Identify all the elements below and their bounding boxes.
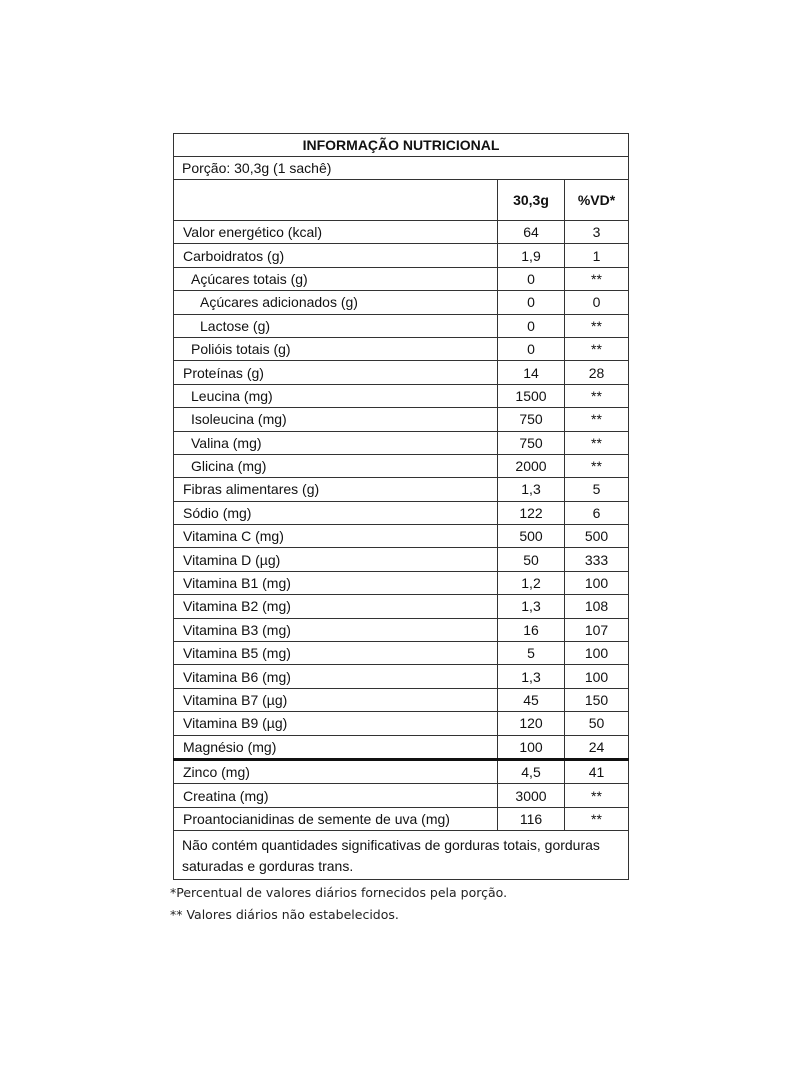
nutrient-amount: 100 [498, 735, 565, 759]
nutrient-amount: 750 [498, 431, 565, 454]
nutrient-amount: 1,2 [498, 571, 565, 594]
nutrient-label: Açúcares totais (g) [174, 267, 498, 290]
nutrient-label: Sódio (mg) [174, 501, 498, 524]
nutrient-daily-value: 100 [565, 665, 629, 688]
nutrient-label: Zinco (mg) [174, 759, 498, 783]
table-row [174, 595, 629, 618]
header-blank-cell [174, 180, 498, 221]
nutrient-label: Fibras alimentares (g) [174, 478, 498, 501]
nutrient-daily-value: 3 [565, 221, 629, 244]
nutrient-daily-value: 100 [565, 642, 629, 665]
nutrient-daily-value: 107 [565, 618, 629, 641]
nutrient-daily-value: 24 [565, 735, 629, 759]
nutrient-label: Creatina (mg) [174, 784, 498, 807]
nutrient-label: Açúcares adicionados (g) [174, 291, 498, 314]
nutrient-label: Vitamina B7 (µg) [174, 688, 498, 711]
table-row [174, 267, 629, 290]
table-row [174, 712, 629, 735]
nutrient-label: Vitamina B3 (mg) [174, 618, 498, 641]
table-row [174, 314, 629, 337]
table-row [174, 784, 629, 807]
nutrient-daily-value: 333 [565, 548, 629, 571]
nutrient-daily-value: 0 [565, 291, 629, 314]
nutrient-amount: 1,9 [498, 244, 565, 267]
nutrient-daily-value: 150 [565, 688, 629, 711]
nutrient-amount: 16 [498, 618, 565, 641]
nutrient-amount: 1,3 [498, 595, 565, 618]
table-row [174, 501, 629, 524]
table-row [174, 642, 629, 665]
nutrient-daily-value: 500 [565, 525, 629, 548]
nutrient-daily-value: ** [565, 384, 629, 407]
nutrient-daily-value: ** [565, 314, 629, 337]
nutrient-amount: 500 [498, 525, 565, 548]
daily-value-column-header: %VD* [565, 180, 629, 221]
nutrient-amount: 750 [498, 408, 565, 431]
nutrient-label: Vitamina B1 (mg) [174, 571, 498, 594]
table-row [174, 384, 629, 407]
table-row [174, 571, 629, 594]
table-row [174, 221, 629, 244]
nutrient-daily-value: 5 [565, 478, 629, 501]
nutrient-amount: 14 [498, 361, 565, 384]
nutrient-amount: 3000 [498, 784, 565, 807]
table-row [174, 361, 629, 384]
not-established-footnote: ** Valores diários não estabelecidos. [170, 907, 399, 922]
nutrient-daily-value: ** [565, 454, 629, 477]
nutrient-amount: 122 [498, 501, 565, 524]
nutrient-label: Vitamina B5 (mg) [174, 642, 498, 665]
nutrient-amount: 64 [498, 221, 565, 244]
nutrient-amount: 120 [498, 712, 565, 735]
nutrient-daily-value: ** [565, 784, 629, 807]
table-row [174, 688, 629, 711]
nutrient-amount: 1500 [498, 384, 565, 407]
table-row [174, 759, 629, 783]
nutrient-label: Leucina (mg) [174, 384, 498, 407]
nutrient-amount: 45 [498, 688, 565, 711]
nutrient-amount: 1,3 [498, 665, 565, 688]
nutrient-label: Lactose (g) [174, 314, 498, 337]
nutrient-daily-value: 100 [565, 571, 629, 594]
nutrient-label: Proantocianidinas de semente de uva (mg) [174, 807, 498, 830]
nutrient-amount: 1,3 [498, 478, 565, 501]
nutrient-label: Proteínas (g) [174, 361, 498, 384]
nutrient-daily-value: ** [565, 337, 629, 360]
nutrient-amount: 0 [498, 314, 565, 337]
table-row [174, 618, 629, 641]
nutrient-daily-value: ** [565, 807, 629, 830]
nutrient-label: Magnésio (mg) [174, 735, 498, 759]
table-row [174, 337, 629, 360]
nutrient-label: Vitamina D (µg) [174, 548, 498, 571]
nutrient-daily-value: ** [565, 267, 629, 290]
nutrient-label: Polióis totais (g) [174, 337, 498, 360]
table-row [174, 807, 629, 830]
nutrient-label: Valina (mg) [174, 431, 498, 454]
table-row [174, 431, 629, 454]
daily-value-footnote: *Percentual de valores diários fornecidos pela porção. [170, 885, 508, 900]
nutrient-label: Vitamina B9 (µg) [174, 712, 498, 735]
table-row [174, 548, 629, 571]
table-title: INFORMAÇÃO NUTRICIONAL [174, 134, 629, 157]
nutrient-daily-value: ** [565, 408, 629, 431]
table-row [174, 291, 629, 314]
nutrient-label: Vitamina B2 (mg) [174, 595, 498, 618]
nutrient-daily-value: 28 [565, 361, 629, 384]
portion-size: Porção: 30,3g (1 sachê) [174, 157, 629, 180]
nutrient-daily-value: 1 [565, 244, 629, 267]
nutrient-amount: 50 [498, 548, 565, 571]
nutrition-facts-table [173, 133, 629, 880]
table-row [174, 244, 629, 267]
nutrient-daily-value: ** [565, 431, 629, 454]
table-row [174, 408, 629, 431]
table-row [174, 735, 629, 759]
nutrient-amount: 4,5 [498, 759, 565, 783]
nutrient-daily-value: 41 [565, 759, 629, 783]
nutrient-label: Valor energético (kcal) [174, 221, 498, 244]
table-footer-note: Não contém quantidades significativas de gorduras totais, gorduras saturadas e gorduras trans. [174, 831, 629, 880]
nutrient-amount: 0 [498, 337, 565, 360]
nutrient-label: Vitamina C (mg) [174, 525, 498, 548]
nutrient-amount: 5 [498, 642, 565, 665]
nutrient-amount: 0 [498, 291, 565, 314]
nutrient-daily-value: 6 [565, 501, 629, 524]
amount-column-header: 30,3g [498, 180, 565, 221]
nutrient-label: Carboidratos (g) [174, 244, 498, 267]
table-row [174, 478, 629, 501]
nutrient-label: Isoleucina (mg) [174, 408, 498, 431]
nutrient-amount: 0 [498, 267, 565, 290]
table-footer-row [174, 831, 629, 880]
table-row [174, 454, 629, 477]
nutrient-amount: 2000 [498, 454, 565, 477]
nutrient-label: Vitamina B6 (mg) [174, 665, 498, 688]
table-row [174, 525, 629, 548]
nutrient-label: Glicina (mg) [174, 454, 498, 477]
table-row [174, 665, 629, 688]
nutrient-daily-value: 108 [565, 595, 629, 618]
nutrient-daily-value: 50 [565, 712, 629, 735]
nutrient-amount: 116 [498, 807, 565, 830]
